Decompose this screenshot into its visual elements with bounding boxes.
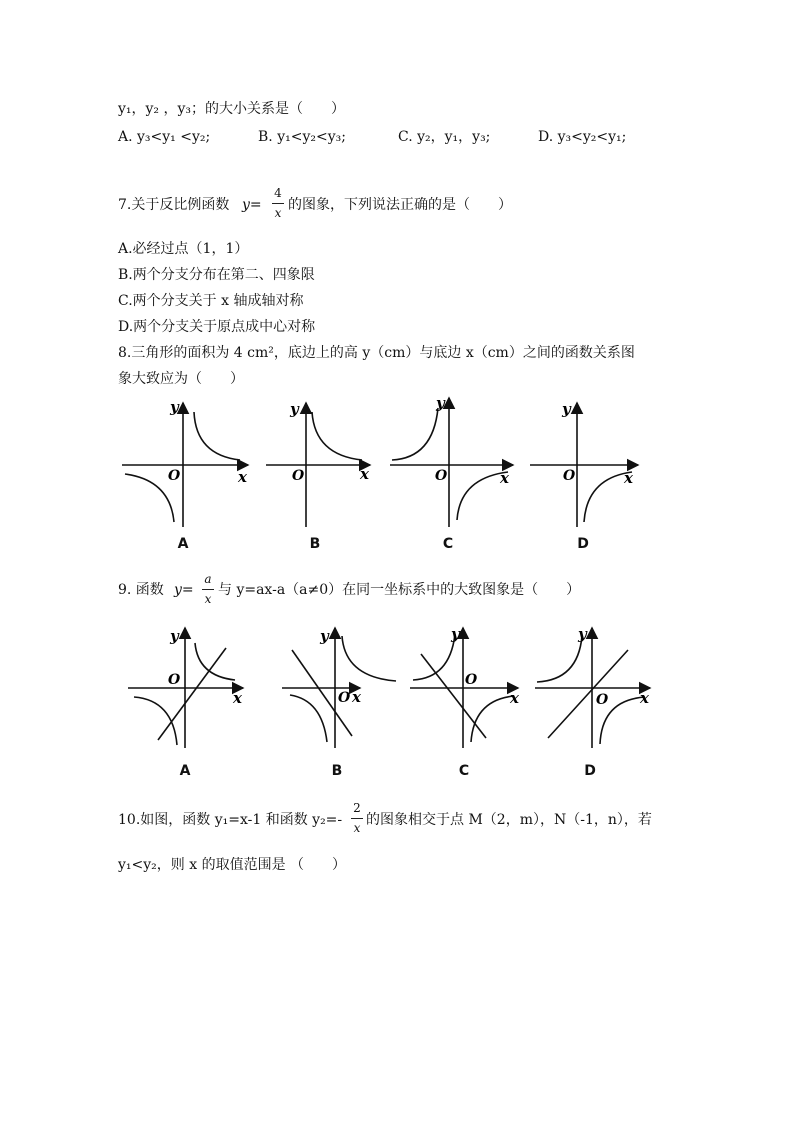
q8-b-x-label: x xyxy=(360,465,369,483)
q8-b-y-label: y xyxy=(290,400,299,418)
q8-label-c: C xyxy=(442,536,454,552)
q7-option-b: B.两个分支分布在第二、四象限 xyxy=(118,267,315,283)
q9-d-x-label: x xyxy=(640,689,649,707)
q10-numerator: 2 xyxy=(353,801,361,815)
q8-a-y-label: y xyxy=(170,398,179,416)
q9-numerator: a xyxy=(204,572,212,586)
q10-line1-b: 的图象相交于点 M（2，m），N（-1，n），若 xyxy=(366,812,652,828)
q8-graph-b xyxy=(266,400,370,527)
q7-stem-before: 7.关于反比例函数 xyxy=(118,197,230,213)
q7-option-d: D.两个分支关于原点成中心对称 xyxy=(118,319,316,335)
q8-graph-a xyxy=(122,398,248,527)
q8-c-x-label: x xyxy=(500,469,509,487)
q10-denominator: x xyxy=(353,821,361,835)
q8-c-origin: O xyxy=(435,468,448,484)
q8-label-b: B xyxy=(309,536,321,552)
q8-graph-c xyxy=(390,395,513,527)
q9-fn-y: y= xyxy=(174,582,194,598)
q8-c-y-label: y xyxy=(436,395,445,412)
q9-c-y-label: y xyxy=(451,625,460,643)
q7-fn-y: y= xyxy=(242,197,262,213)
q8-stem-line2: 象大致应为（ ） xyxy=(118,371,244,387)
q9-a-x-label: x xyxy=(233,689,242,707)
q8-d-origin: O xyxy=(563,468,576,484)
q10-line2: y₁<y₂，则 x 的取值范围是 （ ） xyxy=(118,857,347,873)
q9-label-b: B xyxy=(331,763,343,779)
q6-option-d: D. y₃<y₂<y₁; xyxy=(538,129,627,145)
q8-stem-line1: 8.三角形的面积为 4 cm²，底边上的高 y（cm）与底边 x（cm）之间的函数关系图 xyxy=(118,345,635,361)
q9-c-origin: O xyxy=(465,672,478,688)
q9-label-d: D xyxy=(584,763,596,779)
q7-denominator: x xyxy=(274,206,282,220)
q8-d-y-label: y xyxy=(562,400,571,418)
q7-stem-after: 的图象，下列说法正确的是（ ） xyxy=(288,197,512,213)
q8-graph-d xyxy=(530,400,638,527)
q9-b-y-label: y xyxy=(320,627,329,645)
q9-a-origin: O xyxy=(168,672,181,688)
q8-a-origin: O xyxy=(168,468,181,484)
q8-b-origin: O xyxy=(292,468,305,484)
q7-option-c: C.两个分支关于 x 轴成轴对称 xyxy=(118,293,304,309)
q9-d-y-label: y xyxy=(578,625,587,643)
q9-d-origin: O xyxy=(596,692,609,708)
q9-c-x-label: x xyxy=(510,689,519,707)
q8-a-x-label: x xyxy=(238,468,247,486)
q8-label-a: A xyxy=(177,536,189,552)
q9-fraction-bar xyxy=(202,589,214,590)
q9-label-a: A xyxy=(179,763,191,779)
q7-numerator: 4 xyxy=(274,186,282,200)
q9-label-c: C xyxy=(458,763,470,779)
q8-d-x-label: x xyxy=(624,469,633,487)
q9-graph-d xyxy=(535,625,650,748)
q8-graphs xyxy=(0,395,794,575)
q9-graph-c xyxy=(410,625,520,748)
q6-option-b: B. y₁<y₂<y₃; xyxy=(258,129,346,145)
q9-b-origin: O xyxy=(338,690,351,706)
q10-fraction-bar xyxy=(351,818,363,819)
q9-a-y-label: y xyxy=(170,627,179,645)
q9-suffix: 与 y=ax-a（a≠0）在同一坐标系中的大致图象是（ ） xyxy=(218,582,581,598)
q7-option-a: A.必经过点（1，1） xyxy=(118,241,249,257)
q6-option-c: C. y₂，y₁，y₃; xyxy=(398,129,491,145)
q9-prefix: 9. 函数 xyxy=(118,582,164,598)
q6-option-a: A. y₃<y₁ <y₂; xyxy=(118,129,211,145)
q9-graphs xyxy=(0,620,794,770)
q9-denominator: x xyxy=(204,592,212,606)
q9-graph-a xyxy=(128,627,243,748)
q7-fraction-bar xyxy=(272,203,284,204)
q9-graph-b xyxy=(282,627,396,748)
q8-label-d: D xyxy=(577,536,589,552)
q6-stem: y₁，y₂ ，y₃；的大小关系是（ ） xyxy=(118,101,346,117)
q10-line1-a: 10.如图，函数 y₁=x-1 和函数 y₂=- xyxy=(118,812,343,828)
q9-b-x-label: x xyxy=(352,688,361,706)
